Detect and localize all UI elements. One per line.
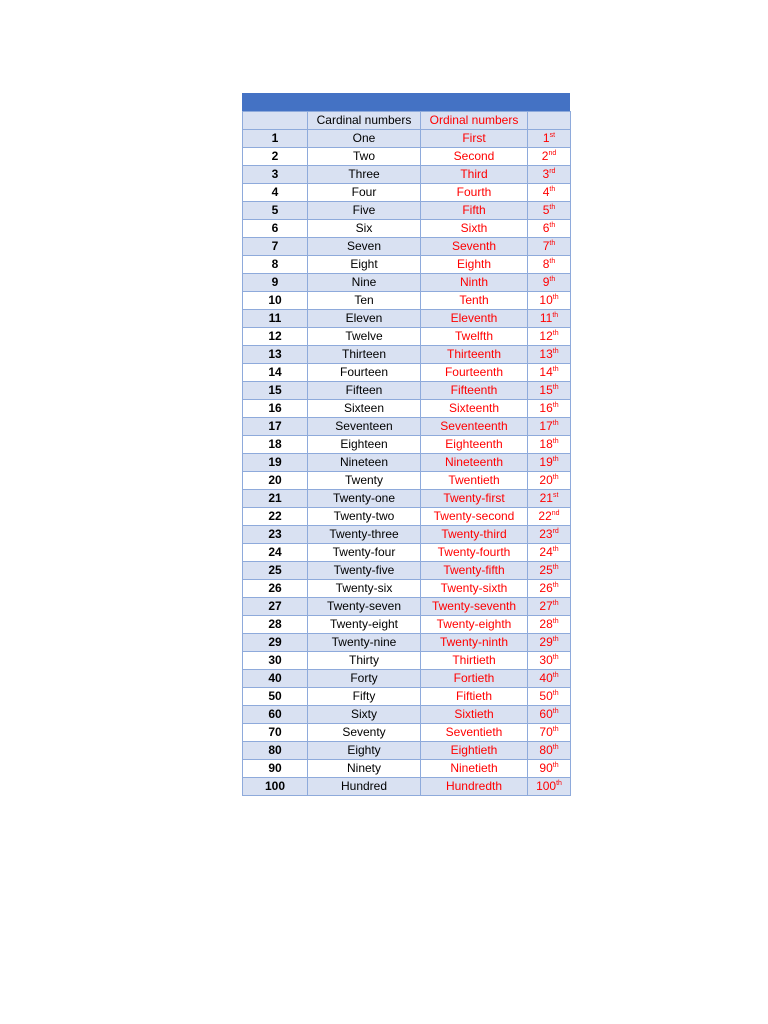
number-cell: 12 <box>243 328 308 346</box>
ordinal-cell: Twelfth <box>421 328 528 346</box>
number-cell: 18 <box>243 436 308 454</box>
abbreviation-cell <box>528 706 571 724</box>
ordinal-cell: Ninetieth <box>421 760 528 778</box>
abbreviation-cell <box>528 688 571 706</box>
abbreviation-number: 3 <box>542 167 550 181</box>
cardinal-cell: Five <box>308 202 421 220</box>
number-cell: 19 <box>243 454 308 472</box>
number-cell: 7 <box>243 238 308 256</box>
ordinal-suffix: th <box>552 456 559 463</box>
ordinal-cell: Twenty-eighth <box>421 616 528 634</box>
abbreviation-number: 29 <box>539 635 553 649</box>
ordinal-cell: Second <box>421 148 528 166</box>
table-row <box>243 364 571 382</box>
ordinal-cell: Twenty-sixth <box>421 580 528 598</box>
number-cell: 1 <box>243 130 308 148</box>
cardinal-cell: Sixteen <box>308 400 421 418</box>
abbreviation-number: 23 <box>539 527 553 541</box>
abbreviation-cell <box>528 652 571 670</box>
number-cell: 17 <box>243 418 308 436</box>
ordinal-suffix: th <box>552 636 559 643</box>
ordinal-cell: Twenty-first <box>421 490 528 508</box>
table-row <box>243 328 571 346</box>
abbreviation-number: 40 <box>539 671 553 685</box>
number-cell: 23 <box>243 526 308 544</box>
number-cell: 29 <box>243 634 308 652</box>
table-row <box>243 598 571 616</box>
ordinal-suffix: th <box>549 186 556 193</box>
table-row <box>243 166 571 184</box>
ordinal-cell: Eightieth <box>421 742 528 760</box>
cardinal-cell: Nine <box>308 274 421 292</box>
ordinal-suffix: th <box>552 420 559 427</box>
abbreviation-cell <box>528 778 571 796</box>
ordinal-suffix: th <box>552 546 559 553</box>
cardinal-cell: Thirteen <box>308 346 421 364</box>
table-row <box>243 346 571 364</box>
number-cell: 6 <box>243 220 308 238</box>
cardinal-cell: Hundred <box>308 778 421 796</box>
number-cell: 60 <box>243 706 308 724</box>
abbreviation-number: 13 <box>539 347 553 361</box>
ordinal-suffix: th <box>549 222 556 229</box>
cardinal-cell: Three <box>308 166 421 184</box>
abbreviation-cell <box>528 454 571 472</box>
ordinal-suffix: th <box>556 780 562 787</box>
ordinal-suffix: th <box>549 240 556 247</box>
abbreviation-number: 60 <box>539 707 553 721</box>
abbreviation-cell <box>528 634 571 652</box>
cardinal-cell: Eleven <box>308 310 421 328</box>
ordinal-cell: Sixteenth <box>421 400 528 418</box>
number-cell: 50 <box>243 688 308 706</box>
ordinal-cell: Twenty-third <box>421 526 528 544</box>
ordinal-cell: Thirtieth <box>421 652 528 670</box>
number-cell: 3 <box>243 166 308 184</box>
abbreviation-cell <box>528 670 571 688</box>
number-cell: 2 <box>243 148 308 166</box>
table-row <box>243 130 571 148</box>
abbreviation-cell <box>528 616 571 634</box>
table-header-row <box>243 112 571 130</box>
abbreviation-number: 10 <box>539 293 553 307</box>
cardinal-cell: Twenty-seven <box>308 598 421 616</box>
abbreviation-number: 80 <box>539 743 553 757</box>
abbreviation-number: 22 <box>538 509 552 523</box>
cardinal-cell: Eighty <box>308 742 421 760</box>
abbreviation-number: 27 <box>539 599 553 613</box>
number-cell: 9 <box>243 274 308 292</box>
cardinal-cell: Seventeen <box>308 418 421 436</box>
abbreviation-cell <box>528 184 571 202</box>
ordinal-suffix: th <box>549 258 556 265</box>
table-row <box>243 490 571 508</box>
abbreviation-cell <box>528 148 571 166</box>
cardinal-cell: Twenty-six <box>308 580 421 598</box>
cardinal-cell: Seventy <box>308 724 421 742</box>
number-cell: 27 <box>243 598 308 616</box>
abbreviation-cell <box>528 580 571 598</box>
table-row <box>243 508 571 526</box>
ordinal-suffix: th <box>549 204 556 211</box>
abbreviation-number: 30 <box>539 653 553 667</box>
ordinal-suffix: th <box>552 312 559 319</box>
number-cell: 26 <box>243 580 308 598</box>
ordinal-cell: Fiftieth <box>421 688 528 706</box>
number-cell: 11 <box>243 310 308 328</box>
ordinal-suffix: nd <box>551 510 560 517</box>
ordinal-cell: Fortieth <box>421 670 528 688</box>
cardinal-cell: Eighteen <box>308 436 421 454</box>
abbreviation-number: 24 <box>539 545 553 559</box>
cardinal-cell: Eight <box>308 256 421 274</box>
ordinal-suffix: th <box>552 348 559 355</box>
abbreviation-number: 21 <box>539 491 553 505</box>
table-row <box>243 634 571 652</box>
ordinal-cell: Nineteenth <box>421 454 528 472</box>
ordinal-cell: Fourth <box>421 184 528 202</box>
table-row <box>243 778 571 796</box>
ordinal-suffix: th <box>552 600 559 607</box>
table-row <box>243 706 571 724</box>
table-row <box>243 562 571 580</box>
abbreviation-number: 18 <box>539 437 553 451</box>
number-cell: 14 <box>243 364 308 382</box>
abbreviation-cell <box>528 364 571 382</box>
abbreviation-cell <box>528 760 571 778</box>
ordinal-suffix: th <box>552 654 559 661</box>
abbreviation-cell <box>528 382 571 400</box>
number-cell: 80 <box>243 742 308 760</box>
abbreviation-cell <box>528 328 571 346</box>
table-row <box>243 202 571 220</box>
table-row <box>243 400 571 418</box>
table-row <box>243 436 571 454</box>
abbreviation-cell <box>528 472 571 490</box>
ordinal-cell: Sixtieth <box>421 706 528 724</box>
abbreviation-number: 14 <box>539 365 553 379</box>
abbreviation-cell <box>528 418 571 436</box>
abbreviation-number: 19 <box>539 455 553 469</box>
abbreviation-cell <box>528 202 571 220</box>
table-row <box>243 256 571 274</box>
cardinal-cell: One <box>308 130 421 148</box>
abbreviation-number: 70 <box>539 725 553 739</box>
abbreviation-number: 12 <box>539 329 553 343</box>
cardinal-cell: Twenty-one <box>308 490 421 508</box>
number-cell: 70 <box>243 724 308 742</box>
abbreviation-number: 100 <box>536 779 557 793</box>
abbreviation-cell <box>528 598 571 616</box>
table-row <box>243 310 571 328</box>
ordinal-suffix: rd <box>552 528 559 535</box>
number-cell: 21 <box>243 490 308 508</box>
table-row <box>243 688 571 706</box>
ordinal-suffix: th <box>552 762 559 769</box>
table-row <box>243 742 571 760</box>
number-cell: 5 <box>243 202 308 220</box>
ordinal-suffix: th <box>552 564 559 571</box>
cardinal-cell: Fourteen <box>308 364 421 382</box>
table-row <box>243 418 571 436</box>
cardinal-cell: Sixty <box>308 706 421 724</box>
header-cardinal: Cardinal numbers <box>308 112 421 130</box>
abbreviation-cell <box>528 436 571 454</box>
cardinal-cell: Forty <box>308 670 421 688</box>
abbreviation-cell <box>528 490 571 508</box>
ordinal-cell: Twenty-fourth <box>421 544 528 562</box>
table-row <box>243 292 571 310</box>
number-cell: 20 <box>243 472 308 490</box>
ordinal-cell: Thirteenth <box>421 346 528 364</box>
abbreviation-number: 90 <box>539 761 553 775</box>
cardinal-cell: Thirty <box>308 652 421 670</box>
abbreviation-number: 15 <box>539 383 553 397</box>
abbreviation-cell <box>528 274 571 292</box>
number-cell: 40 <box>243 670 308 688</box>
ordinal-cell: First <box>421 130 528 148</box>
table-row <box>243 238 571 256</box>
ordinal-cell: Eighteenth <box>421 436 528 454</box>
header-abbreviation <box>528 112 571 130</box>
abbreviation-cell <box>528 526 571 544</box>
abbreviation-number: 25 <box>539 563 553 577</box>
ordinal-suffix: th <box>552 294 559 301</box>
ordinal-suffix: th <box>552 582 559 589</box>
ordinal-suffix: th <box>552 744 559 751</box>
cardinal-cell: Two <box>308 148 421 166</box>
abbreviation-cell <box>528 508 571 526</box>
header-ordinal: Ordinal numbers <box>421 112 528 130</box>
ordinal-suffix: th <box>552 618 559 625</box>
ordinal-cell: Tenth <box>421 292 528 310</box>
abbreviation-cell <box>528 544 571 562</box>
table-row <box>243 148 571 166</box>
ordinal-cell: Twenty-second <box>421 508 528 526</box>
ordinal-suffix: st <box>549 132 556 139</box>
ordinal-suffix: th <box>552 726 559 733</box>
ordinal-suffix: th <box>552 438 559 445</box>
abbreviation-cell <box>528 166 571 184</box>
number-cell: 4 <box>243 184 308 202</box>
ordinal-cell: Third <box>421 166 528 184</box>
cardinal-cell: Twenty <box>308 472 421 490</box>
abbreviation-number: 9 <box>542 275 550 289</box>
abbreviation-cell <box>528 256 571 274</box>
ordinal-suffix: th <box>549 276 556 283</box>
abbreviation-number: 17 <box>539 419 553 433</box>
cardinal-cell: Four <box>308 184 421 202</box>
abbreviation-cell <box>528 400 571 418</box>
ordinal-suffix: th <box>552 402 559 409</box>
abbreviation-number: 26 <box>539 581 553 595</box>
number-cell: 8 <box>243 256 308 274</box>
abbreviation-number: 4 <box>542 185 550 199</box>
table-row <box>243 544 571 562</box>
number-cell: 16 <box>243 400 308 418</box>
ordinal-cell: Seventieth <box>421 724 528 742</box>
cardinal-cell: Twenty-five <box>308 562 421 580</box>
ordinal-cell: Twenty-fifth <box>421 562 528 580</box>
ordinal-cell: Seventeenth <box>421 418 528 436</box>
numbers-table <box>242 111 571 796</box>
number-cell: 30 <box>243 652 308 670</box>
abbreviation-number: 20 <box>539 473 553 487</box>
cardinal-cell: Twenty-eight <box>308 616 421 634</box>
table-row <box>243 580 571 598</box>
number-cell: 28 <box>243 616 308 634</box>
table-row <box>243 670 571 688</box>
ordinal-suffix: th <box>552 474 559 481</box>
table-row <box>243 472 571 490</box>
ordinal-suffix: nd <box>548 150 557 157</box>
abbreviation-cell <box>528 724 571 742</box>
cardinal-cell: Twenty-three <box>308 526 421 544</box>
abbreviation-cell <box>528 238 571 256</box>
abbreviation-cell <box>528 742 571 760</box>
ordinal-suffix: th <box>552 672 559 679</box>
table-row <box>243 616 571 634</box>
ordinal-cell: Hundredth <box>421 778 528 796</box>
cardinal-cell: Twenty-nine <box>308 634 421 652</box>
table-row <box>243 454 571 472</box>
abbreviation-number: 5 <box>542 203 550 217</box>
table-row <box>243 652 571 670</box>
abbreviation-number: 11 <box>539 311 553 325</box>
ordinal-cell: Seventh <box>421 238 528 256</box>
number-cell: 13 <box>243 346 308 364</box>
ordinal-cell: Twentieth <box>421 472 528 490</box>
cardinal-cell: Ninety <box>308 760 421 778</box>
table-row <box>243 382 571 400</box>
cardinal-cell: Twenty-four <box>308 544 421 562</box>
ordinal-cell: Ninth <box>421 274 528 292</box>
ordinal-suffix: th <box>552 366 559 373</box>
abbreviation-number: 6 <box>542 221 550 235</box>
abbreviation-number: 50 <box>539 689 553 703</box>
abbreviation-number: 16 <box>539 401 553 415</box>
number-cell: 24 <box>243 544 308 562</box>
abbreviation-cell <box>528 562 571 580</box>
abbreviation-number: 1 <box>542 131 550 145</box>
abbreviation-number: 8 <box>542 257 550 271</box>
ordinal-cell: Twenty-ninth <box>421 634 528 652</box>
abbreviation-cell <box>528 346 571 364</box>
table-row <box>243 760 571 778</box>
ordinal-cell: Eleventh <box>421 310 528 328</box>
cardinal-cell: Seven <box>308 238 421 256</box>
abbreviation-number: 2 <box>541 149 549 163</box>
abbreviation-cell <box>528 310 571 328</box>
table-banner <box>242 93 570 111</box>
cardinal-cell: Nineteen <box>308 454 421 472</box>
cardinal-cell: Twelve <box>308 328 421 346</box>
abbreviation-number: 7 <box>542 239 550 253</box>
ordinal-cell: Twenty-seventh <box>421 598 528 616</box>
cardinal-cell: Six <box>308 220 421 238</box>
ordinal-cell: Fifth <box>421 202 528 220</box>
ordinal-suffix: th <box>552 690 559 697</box>
table-row <box>243 526 571 544</box>
ordinal-suffix: th <box>552 384 559 391</box>
number-cell: 10 <box>243 292 308 310</box>
cardinal-cell: Fifty <box>308 688 421 706</box>
header-number <box>243 112 308 130</box>
number-cell: 15 <box>243 382 308 400</box>
table-row <box>243 724 571 742</box>
cardinal-cell: Ten <box>308 292 421 310</box>
abbreviation-cell <box>528 220 571 238</box>
table-row <box>243 184 571 202</box>
cardinal-cell: Fifteen <box>308 382 421 400</box>
ordinal-suffix: rd <box>549 168 556 175</box>
ordinal-cell: Fourteenth <box>421 364 528 382</box>
table-row <box>243 274 571 292</box>
abbreviation-number: 28 <box>539 617 553 631</box>
number-cell: 100 <box>243 778 308 796</box>
abbreviation-cell <box>528 292 571 310</box>
ordinal-suffix: th <box>552 330 559 337</box>
ordinal-cell: Fifteenth <box>421 382 528 400</box>
number-cell: 22 <box>243 508 308 526</box>
number-cell: 25 <box>243 562 308 580</box>
ordinal-suffix: st <box>552 492 559 499</box>
ordinal-suffix: th <box>552 708 559 715</box>
abbreviation-cell <box>528 130 571 148</box>
ordinal-cell: Eighth <box>421 256 528 274</box>
ordinal-cell: Sixth <box>421 220 528 238</box>
numbers-table-container <box>242 93 570 796</box>
cardinal-cell: Twenty-two <box>308 508 421 526</box>
number-cell: 90 <box>243 760 308 778</box>
table-row <box>243 220 571 238</box>
